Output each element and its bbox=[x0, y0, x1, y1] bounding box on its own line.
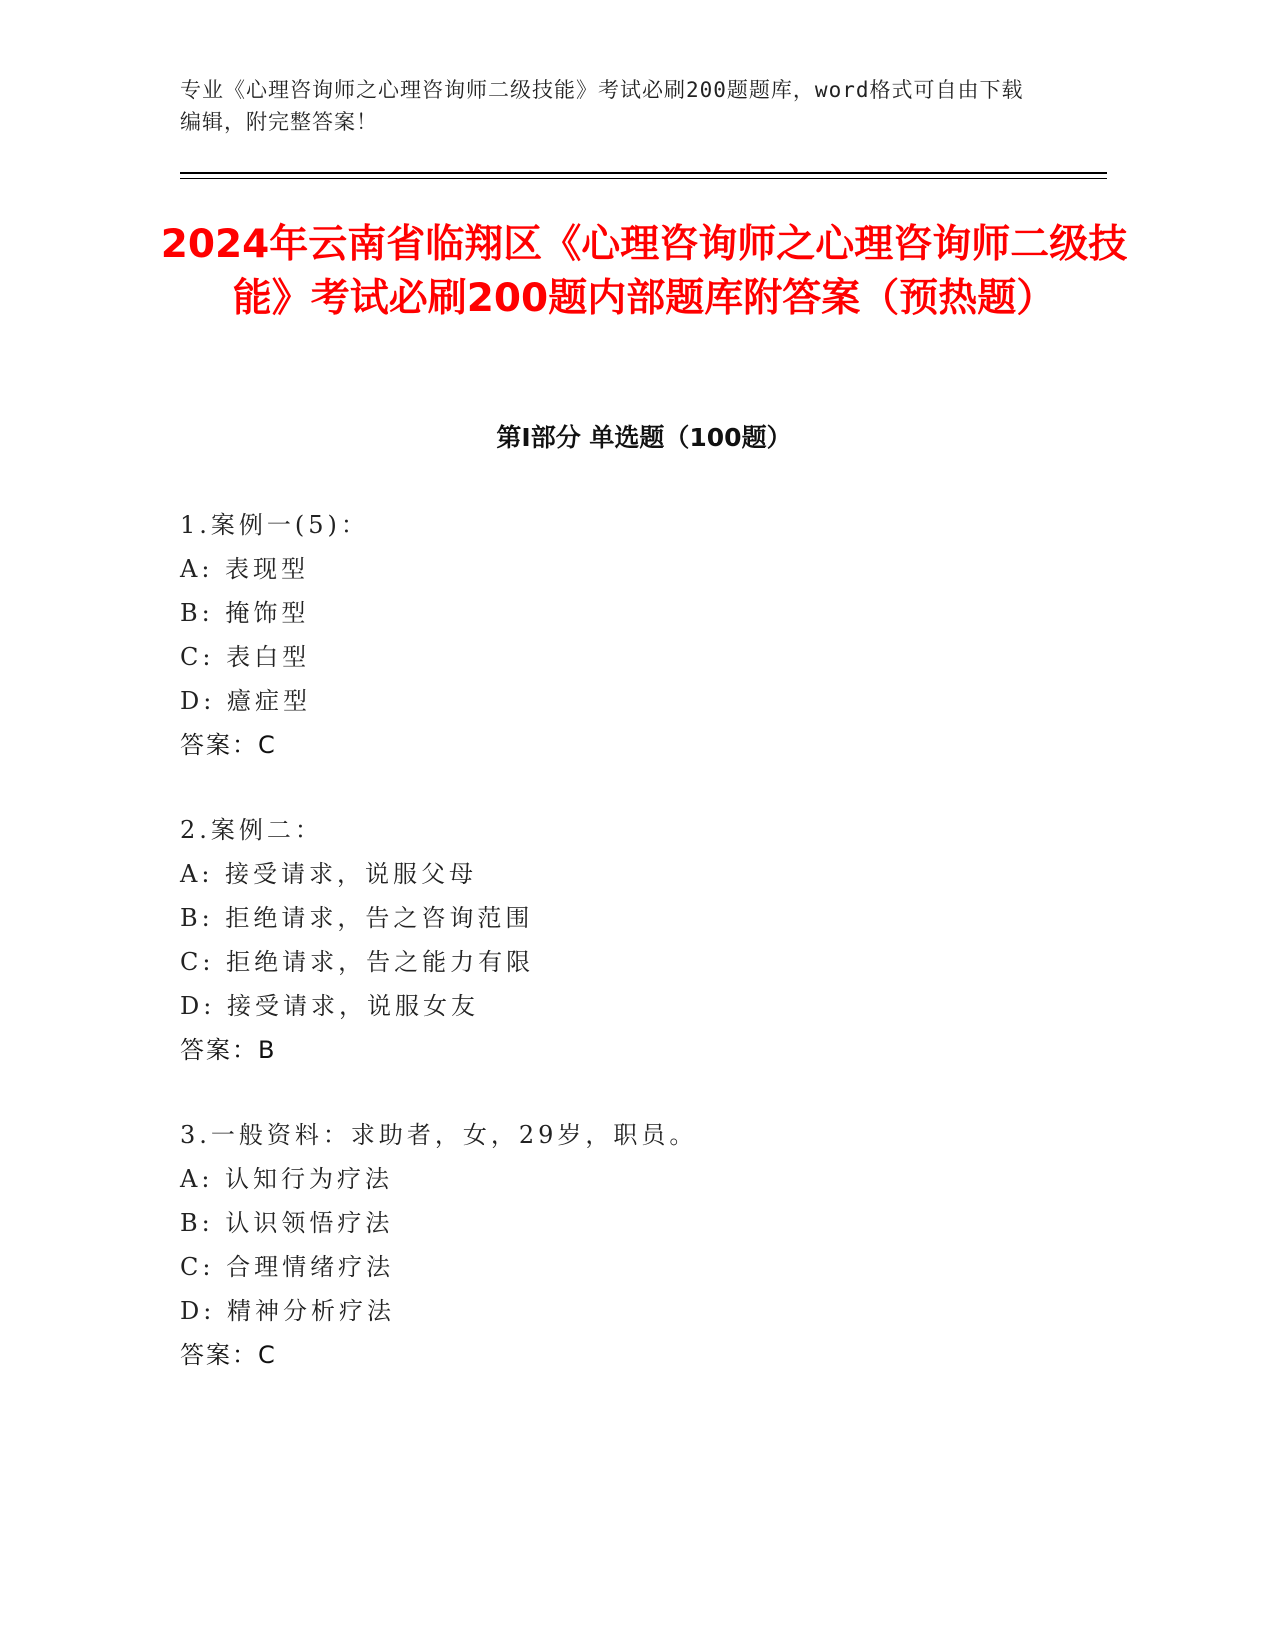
answer-line: 答案：B bbox=[180, 1036, 277, 1064]
answer-line: 答案：C bbox=[180, 1341, 277, 1369]
option-d: D: 接受请求，说服女友 bbox=[180, 992, 479, 1020]
option-c: C: 合理情绪疗法 bbox=[180, 1253, 395, 1281]
header-divider-thick bbox=[180, 172, 1107, 174]
question-item bbox=[180, 808, 1080, 1072]
question-item bbox=[180, 1113, 1080, 1377]
option-b: B: 认识领悟疗法 bbox=[180, 1209, 394, 1237]
option-d: D: 癔症型 bbox=[180, 687, 311, 715]
answer-line: 答案：C bbox=[180, 731, 277, 759]
header-divider-thin bbox=[180, 178, 1107, 179]
section-heading: 第I部分 单选题（100题） bbox=[496, 423, 792, 452]
question-stem: 3.一般资料：求助者，女，29岁，职员。 bbox=[180, 1121, 698, 1149]
question-stem: 1.案例一(5)： bbox=[180, 511, 369, 539]
option-b: B: 拒绝请求，告之咨询范围 bbox=[180, 904, 534, 932]
header-note: 专业《心理咨询师之心理咨询师二级技能》考试必刷200题题库，word格式可自由下载编辑，附完整答案！ bbox=[180, 78, 1024, 134]
question-stem: 2.案例二： bbox=[180, 816, 323, 844]
option-a: A: 认知行为疗法 bbox=[180, 1165, 394, 1193]
option-a: A: 接受请求，说服父母 bbox=[180, 860, 478, 888]
option-a: A: 表现型 bbox=[180, 555, 310, 583]
question-item bbox=[180, 503, 1080, 767]
option-d: D: 精神分析疗法 bbox=[180, 1297, 395, 1325]
option-b: B: 掩饰型 bbox=[180, 599, 310, 627]
option-c: C: 表白型 bbox=[180, 643, 311, 671]
option-c: C: 拒绝请求，告之能力有限 bbox=[180, 948, 535, 976]
document-title: 2024年云南省临翔区《心理咨询师之心理咨询师二级技能》考试必刷200题内部题库附答案（预热题） bbox=[160, 222, 1128, 321]
